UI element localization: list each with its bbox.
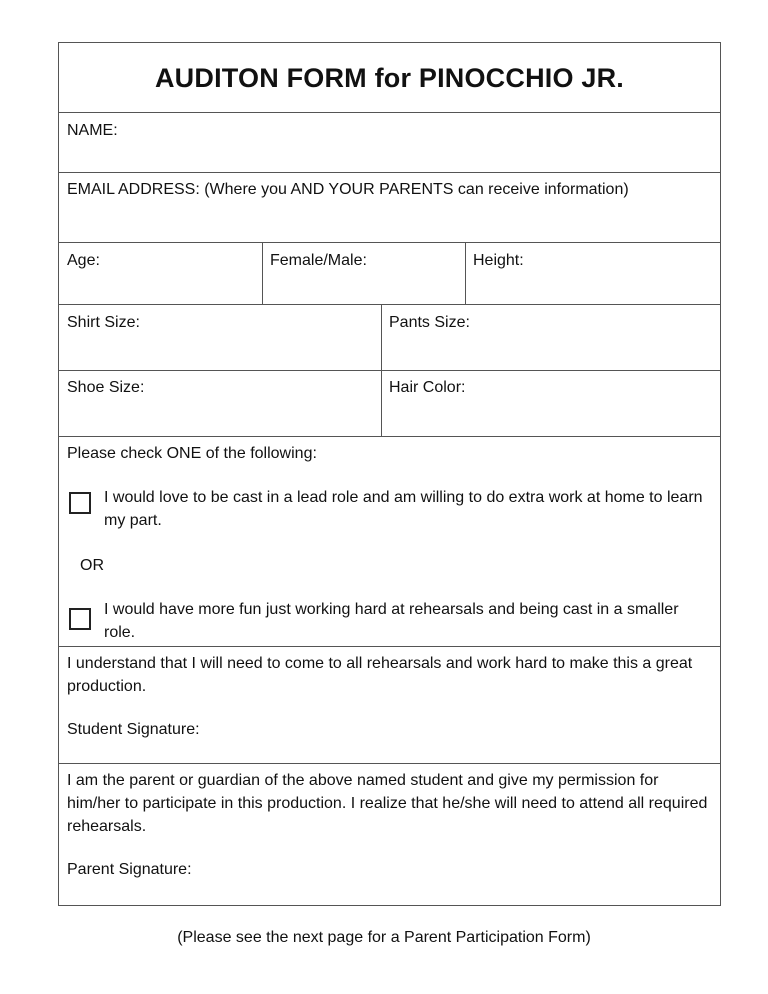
form-title: AUDITON FORM for PINOCCHIO JR. xyxy=(154,63,624,93)
name-field-label: NAME: xyxy=(67,122,118,139)
or-separator: OR xyxy=(80,557,104,574)
student-signature-label: Student Signature: xyxy=(67,721,200,738)
height-field-label: Height: xyxy=(473,252,524,269)
divider xyxy=(59,304,720,305)
pants-size-field-label: Pants Size: xyxy=(389,314,470,331)
parent-signature-label: Parent Signature: xyxy=(67,861,192,878)
audition-form xyxy=(58,42,721,906)
lead-role-checkbox[interactable] xyxy=(69,492,91,514)
shirt-size-field-label: Shirt Size: xyxy=(67,314,140,331)
divider xyxy=(59,172,720,173)
divider xyxy=(59,646,720,647)
divider xyxy=(59,763,720,764)
lead-role-option-label: I would love to be cast in a lead role and am willing to do extra work at home to learn my part. xyxy=(104,489,703,529)
smaller-role-checkbox[interactable] xyxy=(69,608,91,630)
divider xyxy=(59,242,720,243)
shoe-size-field-label: Shoe Size: xyxy=(67,379,145,396)
gender-field-label: Female/Male: xyxy=(270,252,367,269)
student-commitment-statement: I understand that I will need to come to all rehearsals and work hard to make this a great production. xyxy=(67,655,693,695)
divider xyxy=(59,436,720,437)
divider xyxy=(465,242,466,304)
hair-color-field-label: Hair Color: xyxy=(389,379,466,396)
smaller-role-option-label: I would have more fun just working hard at rehearsals and being cast in a smaller role. xyxy=(104,601,679,641)
email-field-label: EMAIL ADDRESS: (Where you AND YOUR PARENTS can receive information) xyxy=(67,181,629,198)
parent-permission-statement: I am the parent or guardian of the above named student and give my permission for him/her to participate in this production. I realize that he/she will need to attend all required rehearsals. xyxy=(67,772,708,835)
divider xyxy=(59,370,720,371)
footer-note: (Please see the next page for a Parent Participation Form) xyxy=(177,929,591,946)
divider xyxy=(59,112,720,113)
role-choice-prompt: Please check ONE of the following: xyxy=(67,445,317,462)
divider xyxy=(262,242,263,304)
age-field-label: Age: xyxy=(67,252,100,269)
